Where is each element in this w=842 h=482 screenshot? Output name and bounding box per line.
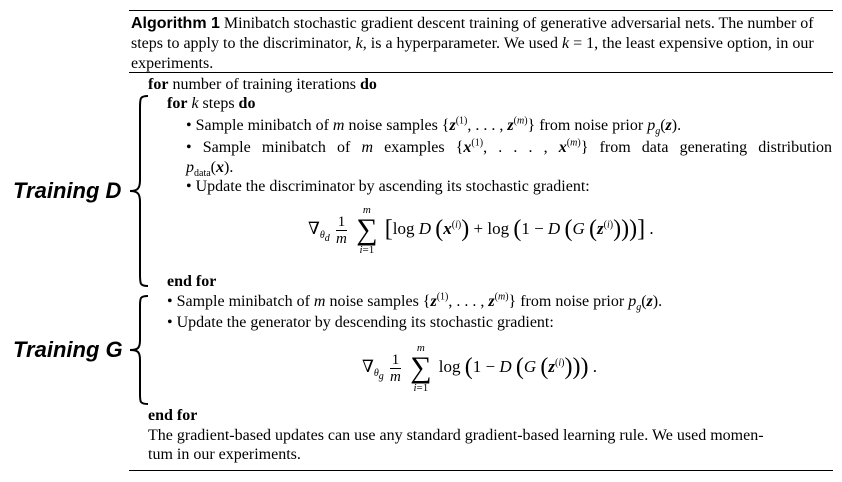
- caption-rule: [129, 72, 833, 73]
- d-step-update: • Update the discriminator by ascending its stochastic gradient:: [186, 178, 590, 195]
- algorithm-label: Algorithm 1: [131, 15, 220, 32]
- algorithm-caption: Algorithm 1 Minibatch stochastic gradient descent training of generative adversarial nets. The number of steps to apply to the discriminator, k, is a hyperparameter. We used k = 1, the least expensive option, in our experiments.: [131, 15, 814, 72]
- for-inner-line: for k steps do: [167, 95, 256, 112]
- training-d-brace: [128, 94, 150, 288]
- end-for-inner: end for: [167, 273, 217, 290]
- g-gradient-formula: $\nabla_{\theta_g}$ $\frac{1}{m}$ m ∑ i=1 log (1 − D (G $(z^{(i)})$)) .: [362, 342, 597, 394]
- training-g-label: Training G: [13, 337, 123, 362]
- d-step-data-dist: $p_{data}(x)$.: [186, 159, 234, 180]
- training-d-label: Training D: [13, 178, 122, 203]
- g-step-update: • Update the generator by descending its stochastic gradient:: [167, 314, 554, 331]
- d-gradient-formula: $\nabla_{\theta_d}$ $\frac{1}{m}$ m ∑ i=1 [log D $(x^{(i)}) + \log (1 - D$ (G $(z^{(i)})$))] .: [308, 204, 654, 256]
- end-for-outer: end for: [148, 407, 198, 424]
- d-step-noise-samples: • Sample minibatch of m noise samples {$z^{(1)}$, . . . , $z^{(m)}$} from noise prior $p_g(z)$.: [186, 115, 682, 138]
- d-step-data-samples: • Sample minibatch of m examples {$x^{(1)}$, . . . , $x^{(m)}$} from data generating distribution: [186, 137, 833, 156]
- top-rule: [129, 10, 833, 11]
- training-g-brace: [128, 294, 150, 406]
- for-outer-line: for number of training iterations do: [148, 76, 377, 93]
- footer-note: The gradient-based updates can use any standard gradient-based learning rule. We used momen- tum in our experiments.: [148, 427, 764, 463]
- g-step-noise-samples: • Sample minibatch of m noise samples {$z^{(1)}$, . . . , $z^{(m)}$} from noise prior $p_g(z)$.: [167, 291, 663, 314]
- bottom-rule: [129, 470, 833, 471]
